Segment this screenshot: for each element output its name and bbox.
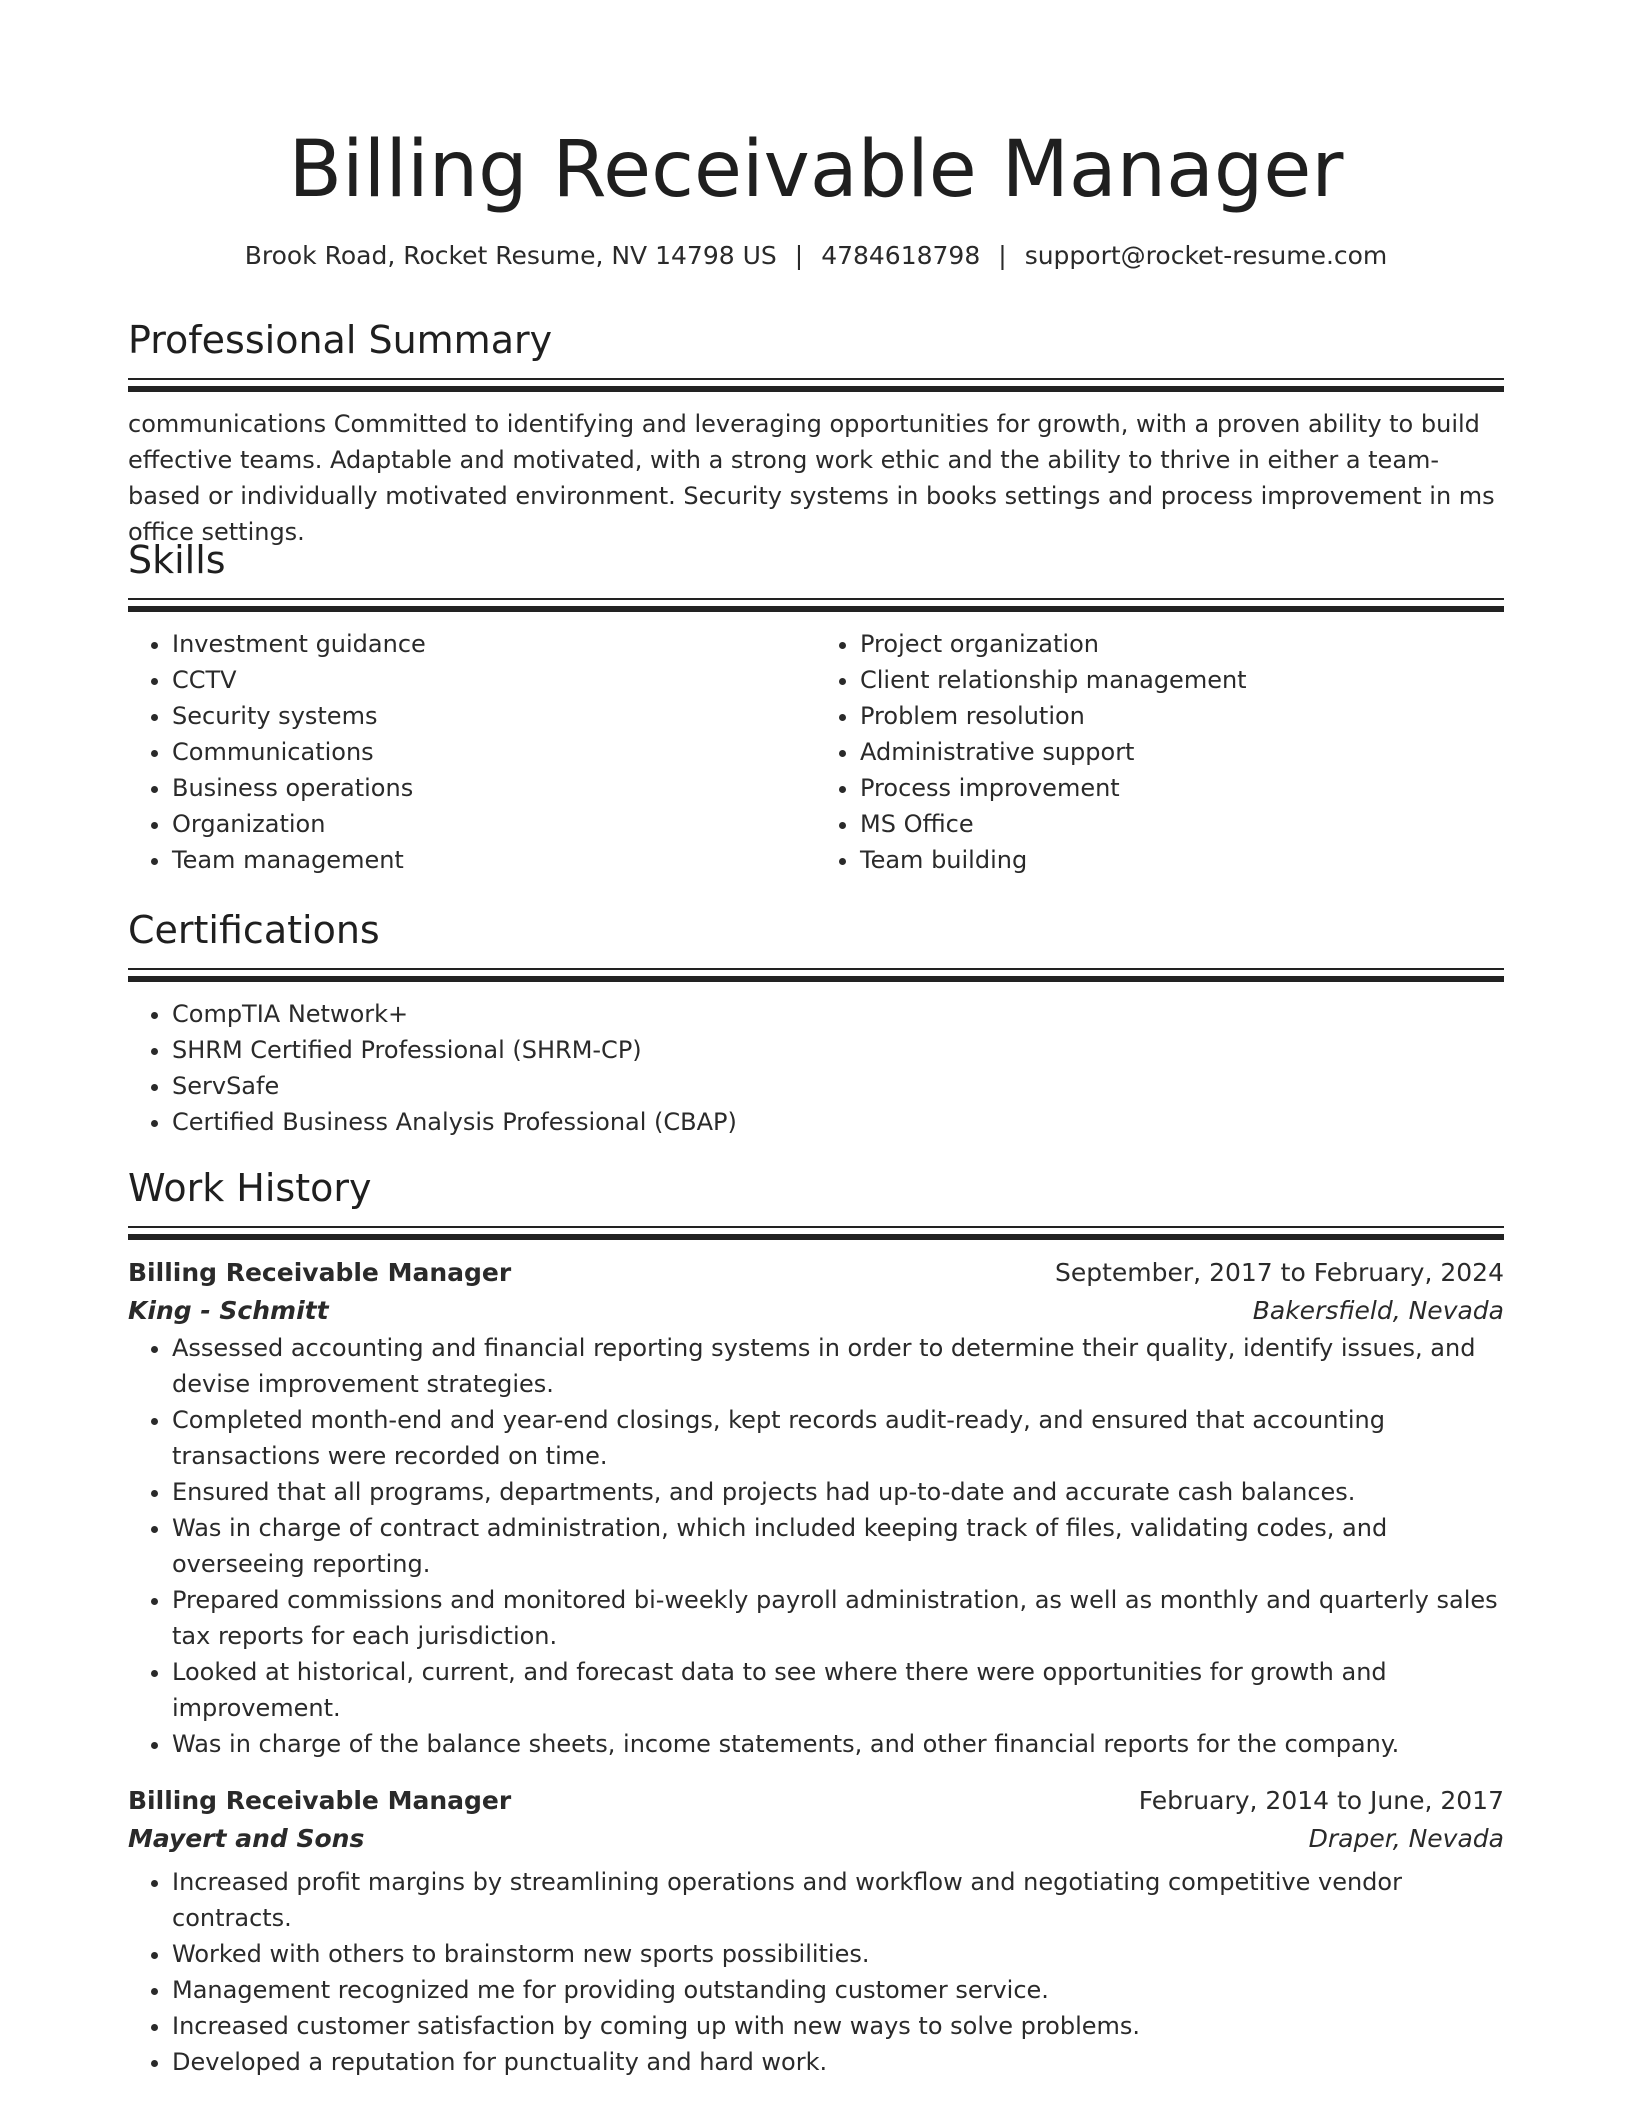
job-header bbox=[128, 1254, 1504, 1292]
summary-text: communications Committed to identifying and leveraging opportunities for growth, with a proven ability to build effective teams. Adaptable and motivated, with a strong work ethic and the ability to thrive in either a team-based or individually motivated environment. Security systems in books settings and process improvement in ms office settings. bbox=[128, 410, 1495, 546]
email: support@rocket-resume.com bbox=[1024, 241, 1388, 270]
section-title-work-history: Work History bbox=[128, 1166, 372, 1210]
skill-item: • Investment guidance bbox=[172, 626, 816, 662]
certification-item: • SHRM Certified Professional (SHRM-CP) bbox=[172, 1032, 1504, 1068]
job-entry bbox=[128, 1254, 1504, 1762]
certification-item: • Certified Business Analysis Professional (CBAP) bbox=[172, 1104, 1504, 1140]
skill-item: • Security systems bbox=[172, 698, 816, 734]
certifications-list bbox=[128, 996, 1504, 1140]
skill-item: • Team management bbox=[172, 842, 816, 878]
section-title-certifications: Certifications bbox=[128, 908, 380, 952]
phone: 4784618798 bbox=[821, 241, 981, 270]
job-bullet: • Was in charge of contract administration, which included keeping track of files, validating codes, and overseeing reporting. bbox=[172, 1510, 1504, 1582]
section-title-skills: Skills bbox=[128, 538, 226, 582]
job-company: King - Schmitt bbox=[128, 1296, 329, 1325]
skill-item: • Process improvement bbox=[860, 770, 1504, 806]
section-divider bbox=[128, 378, 1504, 392]
skill-item: • Client relationship management bbox=[860, 662, 1504, 698]
skill-item: • Project organization bbox=[860, 626, 1504, 662]
skill-item: • Team building bbox=[860, 842, 1504, 878]
skills-grid bbox=[128, 626, 1504, 878]
job-header bbox=[128, 1782, 1504, 1820]
work-history-section bbox=[128, 1162, 1504, 2080]
job-title: Billing Receivable Manager bbox=[128, 1258, 512, 1287]
section-title-summary: Professional Summary bbox=[128, 318, 553, 362]
job-bullets bbox=[128, 1330, 1504, 1762]
certification-item: • CompTIA Network+ bbox=[172, 996, 1504, 1032]
skill-item: • MS Office bbox=[860, 806, 1504, 842]
job-bullet: • Worked with others to brainstorm new sports possibilities. bbox=[172, 1936, 1504, 1972]
skill-item: • Problem resolution bbox=[860, 698, 1504, 734]
job-entry bbox=[128, 1782, 1504, 2080]
job-bullet: • Looked at historical, current, and forecast data to see where there were opportunities for growth and improvement. bbox=[172, 1654, 1504, 1726]
resume-name: Billing Receivable Manager bbox=[288, 125, 1344, 215]
job-dates: September, 2017 to February, 2024 bbox=[1055, 1258, 1504, 1287]
contact-line bbox=[128, 238, 1504, 274]
job-bullet: • Assessed accounting and financial reporting systems in order to determine their quality, identify issues, and devise improvement strategies. bbox=[172, 1330, 1504, 1402]
skills-section bbox=[128, 534, 1504, 878]
job-dates: February, 2014 to June, 2017 bbox=[1138, 1786, 1504, 1815]
section-divider bbox=[128, 598, 1504, 612]
section-divider bbox=[128, 1226, 1504, 1240]
skill-item: • Organization bbox=[172, 806, 816, 842]
skills-list-right bbox=[816, 626, 1504, 878]
skill-item: • Business operations bbox=[172, 770, 816, 806]
job-bullet: • Developed a reputation for punctuality and hard work. bbox=[172, 2044, 1504, 2080]
job-bullets bbox=[128, 1864, 1504, 2080]
job-bullet: • Prepared commissions and monitored bi-weekly payroll administration, as well as monthly and quarterly sales tax reports for each jurisdiction. bbox=[172, 1582, 1504, 1654]
skill-item: • Administrative support bbox=[860, 734, 1504, 770]
job-bullet: • Ensured that all programs, departments, and projects had up-to-date and accurate cash balances. bbox=[172, 1474, 1504, 1510]
job-company: Mayert and Sons bbox=[128, 1824, 365, 1853]
skills-list-left bbox=[128, 626, 816, 878]
section-divider bbox=[128, 968, 1504, 982]
job-subheader bbox=[128, 1820, 1504, 1858]
contact-separator: | bbox=[794, 241, 804, 270]
job-title: Billing Receivable Manager bbox=[128, 1786, 512, 1815]
job-location: Draper, Nevada bbox=[1308, 1824, 1504, 1853]
contact-separator: | bbox=[998, 241, 1007, 270]
job-bullet: • Increased customer satisfaction by coming up with new ways to solve problems. bbox=[172, 2008, 1504, 2044]
job-location: Bakersfield, Nevada bbox=[1252, 1296, 1504, 1325]
job-bullet: • Increased profit margins by streamlining operations and workflow and negotiating competitive vendor contracts. bbox=[172, 1864, 1504, 1936]
skill-item: • CCTV bbox=[172, 662, 816, 698]
address: Brook Road, Rocket Resume, NV 14798 US bbox=[244, 241, 777, 270]
certifications-section bbox=[128, 904, 1504, 1140]
job-bullet: • Was in charge of the balance sheets, income statements, and other financial reports for the company. bbox=[172, 1726, 1504, 1762]
job-bullet: • Management recognized me for providing outstanding customer service. bbox=[172, 1972, 1504, 2008]
job-bullet: • Completed month-end and year-end closings, kept records audit-ready, and ensured that accounting transactions were recorded on time. bbox=[172, 1402, 1504, 1474]
job-subheader bbox=[128, 1292, 1504, 1330]
certification-item: • ServSafe bbox=[172, 1068, 1504, 1104]
summary-section bbox=[128, 314, 1504, 550]
skill-item: • Communications bbox=[172, 734, 816, 770]
